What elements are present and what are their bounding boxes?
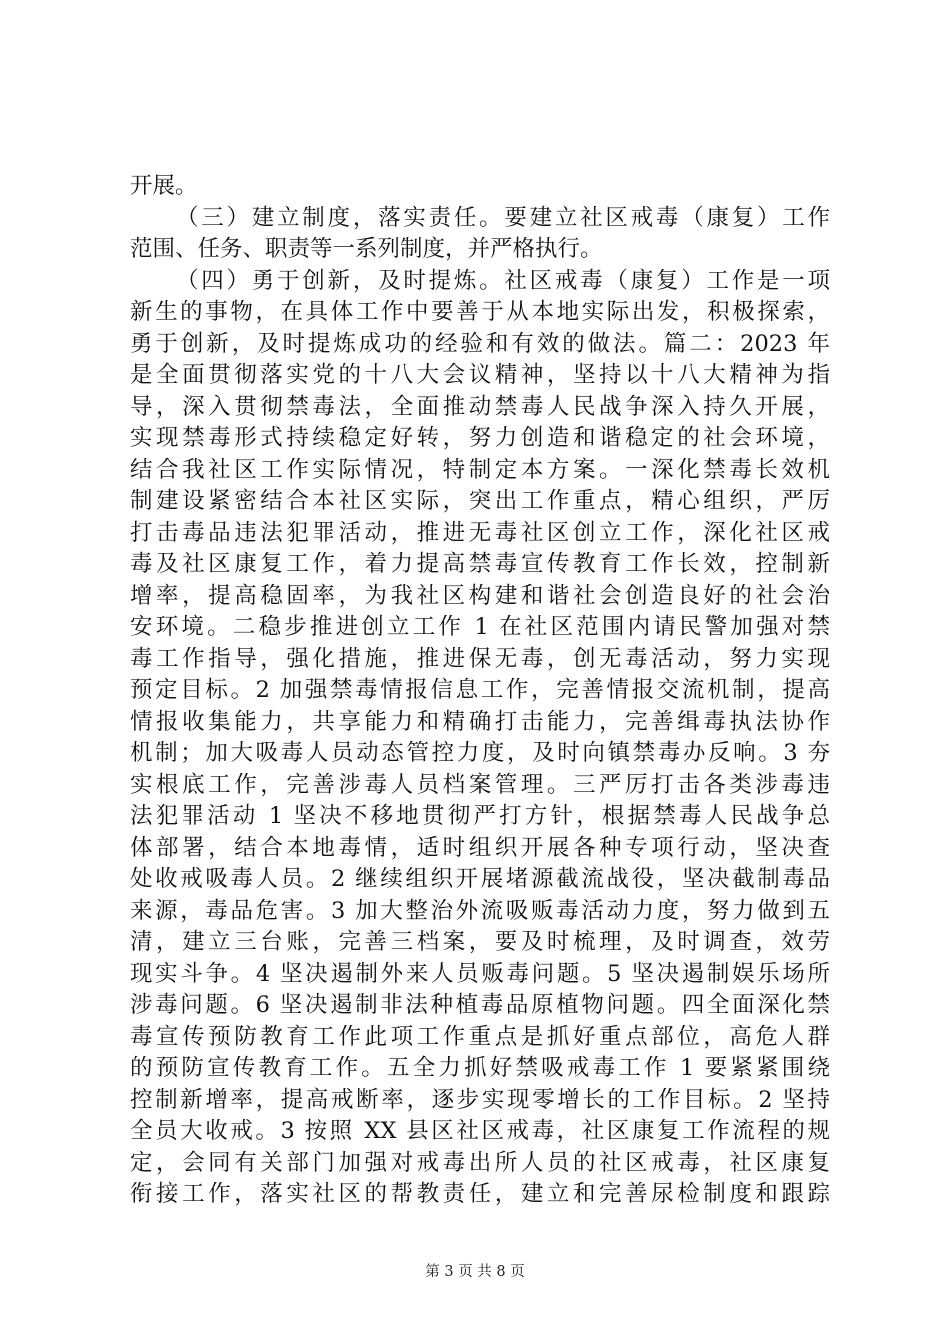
text-line: 制建设紧密结合本社区实际，突出工作重点，精心组织，严厉	[130, 488, 830, 514]
text-line: 衔接工作，落实社区的帮教责任，建立和完善尿检制度和跟踪	[130, 1181, 830, 1207]
text-line: 范围、任务、职责等一系列制度，并严格执行。	[130, 236, 603, 262]
text-line: 实现禁毒形式持续稳定好转，努力创造和谐稳定的社会环境，	[130, 425, 830, 451]
text-line: 体部署，结合本地毒情，适时组织开展各种专项行动，坚决查	[130, 834, 830, 861]
text-line: （三）建立制度，落实责任。要建立社区戒毒（康复）工作	[176, 204, 830, 231]
text-line: 毒宣传预防教育工作此项工作重点是抓好重点部位，高危人群	[130, 1023, 830, 1050]
document-body	[130, 171, 830, 1211]
text-line: 法犯罪活动 1 坚决不移地贯彻严打方针，根据禁毒人民战争总	[130, 803, 830, 829]
text-line: 开展。	[130, 173, 198, 199]
text-line: 结合我社区工作实际情况，特制定本方案。一深化禁毒长效机	[130, 456, 830, 483]
text-line: 控制新增率，提高戒断率，逐步实现零增长的工作目标。2 坚持	[130, 1086, 830, 1113]
text-line: 毒及社区康复工作，着力提高禁毒宣传教育工作长效，控制新	[130, 551, 830, 577]
text-line: 导，深入贯彻禁毒法，全面推动禁毒人民战争深入持久开展，	[130, 393, 830, 420]
page-footer	[0, 1262, 950, 1282]
text-line: （四）勇于创新，及时提炼。社区戒毒（康复）工作是一项	[176, 267, 830, 294]
text-line: 情报收集能力，共享能力和精确打击能力，完善缉毒执法协作	[130, 708, 830, 735]
text-line: 是全面贯彻落实党的十八大会议精神，坚持以十八大精神为指	[130, 362, 830, 388]
text-line: 预定目标。2 加强禁毒情报信息工作，完善情报交流机制，提高	[130, 677, 830, 703]
text-line: 定，会同有关部门加强对戒毒出所人员的社区戒毒，社区康复	[130, 1149, 830, 1176]
text-line: 现实斗争。4 坚决遏制外来人员贩毒问题。5 坚决遏制娱乐场所	[130, 960, 830, 987]
text-line: 增率，提高稳固率，为我社区构建和谐社会创造良好的社会治	[130, 582, 830, 609]
text-line: 全员大收戒。3 按照 XX 县区社区戒毒，社区康复工作流程的规	[130, 1118, 830, 1144]
text-line: 打击毒品违法犯罪活动，推进无毒社区创立工作，深化社区戒	[130, 519, 830, 546]
text-line: 安环境。二稳步推进创立工作 1 在社区范围内请民警加强对禁	[130, 614, 830, 640]
page-number-label: 第 3 页 共 8 页	[425, 1264, 525, 1280]
text-line: 来源，毒品危害。3 加大整治外流吸贩毒活动力度，努力做到五	[130, 897, 830, 924]
text-line: 的预防宣传教育工作。五全力抓好禁吸戒毒工作 1 要紧紧围绕	[130, 1055, 830, 1081]
text-line: 清，建立三台账，完善三档案，要及时梳理，及时调查，效劳	[130, 929, 830, 955]
text-line: 勇于创新，及时提炼成功的经验和有效的做法。篇二：2023 年	[130, 330, 830, 357]
text-line: 新生的事物，在具体工作中要善于从本地实际出发，积极探索，	[130, 299, 830, 325]
text-line: 毒工作指导，强化措施，推进保无毒，创无毒活动，努力实现	[130, 645, 830, 672]
text-line: 机制；加大吸毒人员动态管控力度，及时向镇禁毒办反响。3 夯	[130, 740, 830, 766]
text-line: 处收戒吸毒人员。2 继续组织开展堵源截流战役，坚决截制毒品	[130, 866, 830, 892]
text-line: 涉毒问题。6 坚决遏制非法种植毒品原植物问题。四全面深化禁	[130, 992, 830, 1018]
text-line: 实根底工作，完善涉毒人员档案管理。三严厉打击各类涉毒违	[130, 771, 830, 798]
